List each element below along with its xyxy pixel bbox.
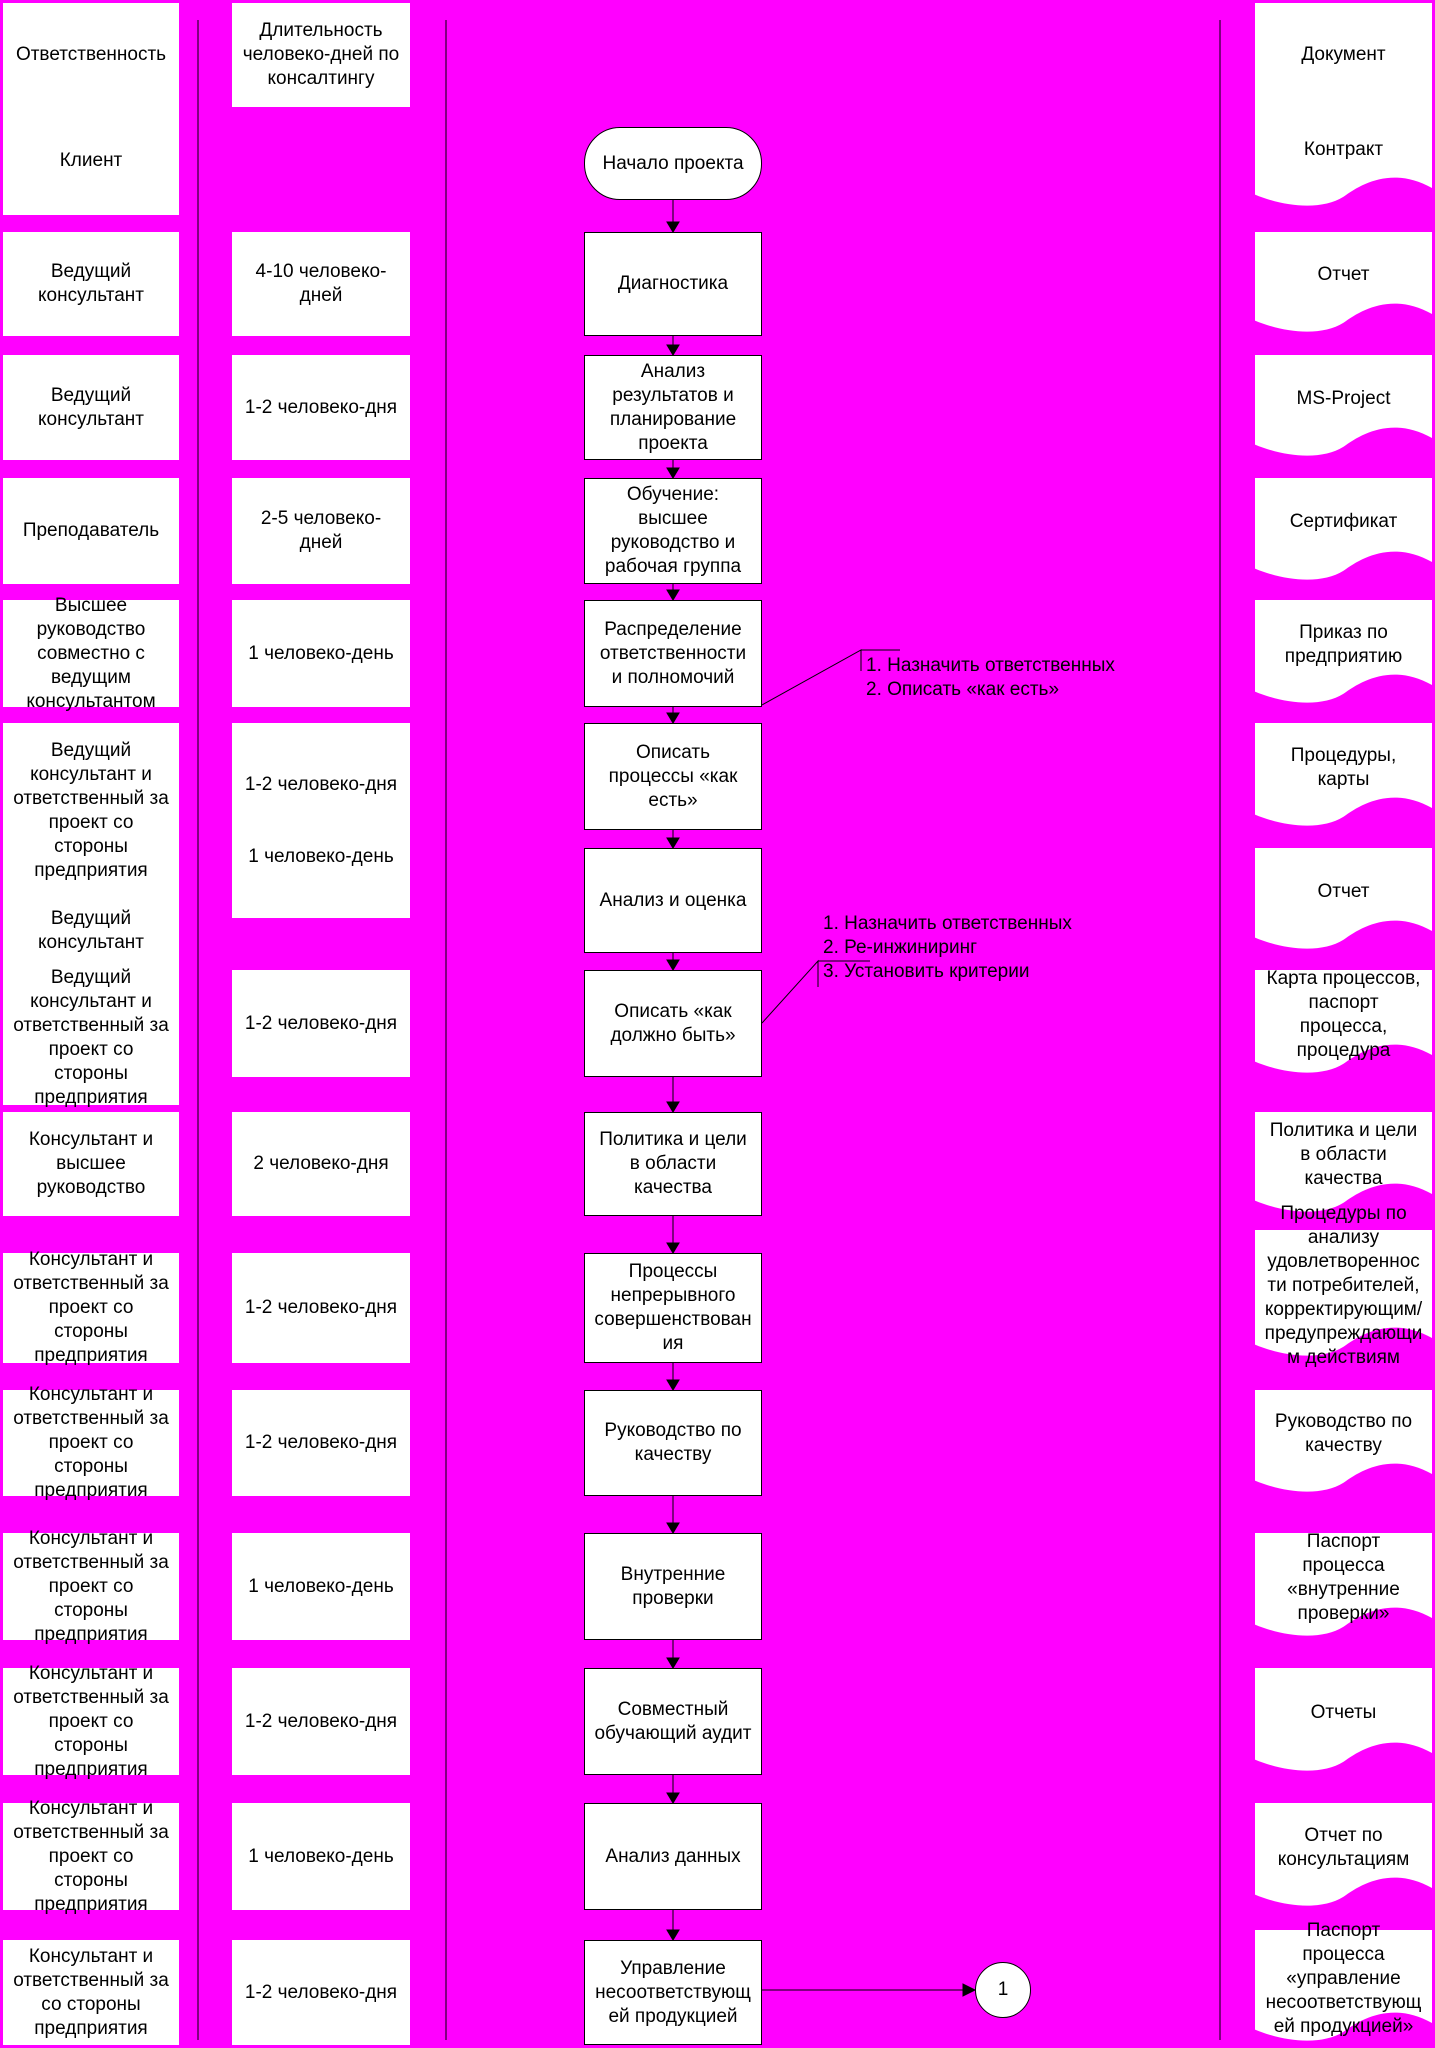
responsibility-cell bbox=[3, 594, 179, 712]
document-text bbox=[1255, 600, 1432, 689]
process-step-label: Анализ и оценка bbox=[599, 889, 747, 911]
duration-label: 1 человеко-день bbox=[248, 1845, 394, 1867]
duration-cell bbox=[232, 600, 410, 707]
process-step bbox=[584, 1112, 762, 1216]
responsibility-label: Консультант и ответственный за проект со стороны предприятия bbox=[13, 1527, 169, 1645]
document-label: Приказ по предприятию bbox=[1284, 621, 1403, 667]
flow-arrow-head bbox=[667, 1793, 679, 1803]
document-text bbox=[1255, 1803, 1432, 1892]
process-step-label: Распределение ответственности и полномочий bbox=[599, 618, 747, 688]
flow-arrow-head bbox=[667, 468, 679, 478]
document-label: Процедуры, карты bbox=[1290, 744, 1397, 790]
document-label: Сертификат bbox=[1289, 511, 1398, 532]
process-step-label: Руководство по качеству bbox=[604, 1420, 742, 1465]
document-shape bbox=[1255, 107, 1432, 210]
flow-arrow-head bbox=[667, 1102, 679, 1112]
flow-arrow-head bbox=[667, 590, 679, 600]
process-step bbox=[584, 723, 762, 830]
responsibility-label: Преподаватель bbox=[22, 520, 160, 541]
process-step-label: Описать процессы «как есть» bbox=[608, 741, 738, 811]
document-text bbox=[1255, 1203, 1432, 1368]
document-header-label: Документ bbox=[1301, 44, 1386, 65]
document-shape bbox=[1255, 232, 1432, 336]
note-as-is: 1. Назначить ответственных 2. Описать «как есть» bbox=[866, 655, 1115, 700]
duration-label: 4-10 человеко- дней bbox=[255, 261, 387, 306]
process-step bbox=[584, 355, 762, 460]
document-text bbox=[1255, 107, 1432, 192]
duration-cell bbox=[232, 232, 410, 336]
process-step-label: Обучение: высшее руководство и рабочая группа bbox=[604, 484, 742, 577]
document-shape bbox=[1255, 967, 1432, 1077]
responsibility-cell bbox=[3, 1527, 179, 1645]
process-step bbox=[584, 478, 762, 584]
responsibility-label: Консультант и ответственный за проект со стороны предприятия bbox=[13, 1384, 169, 1501]
duration-label: 1-2 человеко-дня bbox=[244, 396, 398, 418]
process-step-label: Процессы непрерывного совершенствован ия bbox=[594, 1261, 752, 1354]
document-text bbox=[1255, 478, 1432, 566]
document-text bbox=[1255, 967, 1432, 1061]
duration-cell bbox=[232, 1253, 410, 1363]
process-step bbox=[584, 1668, 762, 1775]
process-step-label: Анализ данных bbox=[605, 1845, 741, 1867]
duration-cell bbox=[232, 1533, 410, 1640]
responsibility-cell bbox=[3, 1112, 179, 1216]
responsibility-cell bbox=[3, 1249, 179, 1366]
responsibility-label: Ведущий консультант и ответственный за проект со стороны предприятия Ведущий консультант bbox=[13, 739, 169, 953]
duration-label: 1-2 человеко-дня bbox=[244, 1012, 398, 1034]
document-label: Карта процессов, паспорт процесса, процедура bbox=[1266, 967, 1421, 1061]
responsibility-cell bbox=[3, 1940, 179, 2045]
document-label: MS-Project bbox=[1296, 387, 1391, 409]
responsibility-cell bbox=[3, 1662, 179, 1780]
document-text bbox=[1255, 1530, 1432, 1624]
responsibility-label: Консультант и ответственный за проект со стороны предприятия bbox=[13, 1797, 169, 1915]
document-header bbox=[1255, 3, 1432, 107]
document-label: Отчеты bbox=[1310, 1701, 1377, 1723]
responsibility-cell bbox=[3, 478, 179, 584]
duration-label: 1-2 человеко-дня 1 человеко-день bbox=[244, 773, 398, 867]
document-label: Отчет bbox=[1317, 264, 1370, 285]
document-text bbox=[1255, 1668, 1432, 1757]
document-shape bbox=[1255, 848, 1432, 953]
process-step bbox=[584, 1533, 762, 1640]
process-step bbox=[584, 1803, 762, 1910]
process-step-label: Управление несоответствующ ей продукцией bbox=[595, 1957, 751, 2027]
responsibility-header-label: Ответственность bbox=[15, 44, 167, 65]
duration-label: 1 человеко-день bbox=[248, 642, 394, 664]
document-text bbox=[1255, 1390, 1432, 1478]
responsibility-label: Ведущий консультант bbox=[38, 384, 144, 430]
responsibility-header bbox=[3, 3, 179, 107]
responsibility-label: Консультант и ответственный за со стороны предприятия bbox=[13, 1945, 169, 2039]
document-text bbox=[1255, 848, 1432, 935]
note-to-be: 1. Назначить ответственных 2. Ре-инжиниринг 3. Установить критерии bbox=[823, 913, 1072, 982]
process-step bbox=[584, 1253, 762, 1363]
process-step bbox=[584, 1940, 762, 2045]
document-label: Паспорт процесса «внутренние проверки» bbox=[1287, 1530, 1400, 1624]
document-label: Отчет bbox=[1317, 880, 1370, 902]
duration-header bbox=[232, 3, 410, 107]
process-step bbox=[584, 970, 762, 1077]
flow-arrow-head bbox=[667, 713, 679, 723]
duration-cell bbox=[232, 723, 410, 918]
flow-arrow-head bbox=[667, 1930, 679, 1940]
process-step bbox=[584, 232, 762, 336]
duration-cell bbox=[232, 1668, 410, 1775]
connector-label: 1 bbox=[997, 1979, 1009, 2000]
document-shape bbox=[1255, 355, 1432, 460]
process-step-label: Диагностика bbox=[617, 273, 729, 294]
flow-arrow-head bbox=[667, 222, 679, 232]
duration-label: 2-5 человеко- дней bbox=[260, 508, 382, 553]
flow-arrow-head bbox=[667, 1243, 679, 1253]
document-label: Процедуры по анализу удовлетвореннос ти потребителей, корректирующим/ предупреждающи м действиям bbox=[1264, 1203, 1423, 1368]
process-step bbox=[584, 600, 762, 707]
start-terminal bbox=[584, 127, 762, 200]
duration-label: 2 человеко-дня bbox=[253, 1153, 389, 1174]
process-step-label: Политика и цели в области качества bbox=[599, 1129, 747, 1198]
document-label: Руководство по качеству bbox=[1274, 1411, 1413, 1456]
responsibility-cell bbox=[3, 1797, 179, 1915]
document-text bbox=[1255, 1112, 1432, 1198]
connector-circle bbox=[975, 1962, 1031, 2018]
responsibility-cell bbox=[3, 107, 179, 215]
start-label: Начало проекта bbox=[602, 152, 744, 174]
responsibility-cell bbox=[3, 1384, 179, 1501]
duration-cell bbox=[232, 1112, 410, 1216]
duration-label: 1-2 человеко-дня bbox=[244, 1710, 398, 1732]
document-text bbox=[1255, 723, 1432, 812]
document-shape bbox=[1255, 1203, 1432, 1368]
process-step-label: Описать «как должно быть» bbox=[610, 1000, 736, 1046]
flow-arrow-head bbox=[667, 960, 679, 970]
document-shape bbox=[1255, 1919, 1432, 2045]
flow-arrow-head bbox=[667, 1380, 679, 1390]
document-label: Политика и цели в области качества bbox=[1269, 1120, 1418, 1189]
responsibility-label: Консультант и ответственный за проект со стороны предприятия bbox=[13, 1249, 169, 1366]
duration-cell bbox=[232, 1940, 410, 2045]
responsibility-label: Высшее руководство совместно с ведущим консультантом bbox=[26, 594, 156, 712]
document-label: Паспорт процесса «управление несоответствующ ей продукцией» bbox=[1265, 1919, 1422, 2037]
responsibility-cell bbox=[3, 966, 179, 1108]
process-step bbox=[584, 848, 762, 953]
document-shape bbox=[1255, 1530, 1432, 1640]
flow-arrow-head bbox=[667, 1523, 679, 1533]
responsibility-label: Консультант и ответственный за проект со стороны предприятия bbox=[13, 1662, 169, 1780]
responsibility-cell bbox=[3, 355, 179, 460]
duration-cell bbox=[232, 1390, 410, 1496]
responsibility-cell bbox=[3, 723, 179, 970]
document-text bbox=[1255, 232, 1432, 318]
document-shape bbox=[1255, 478, 1432, 584]
duration-label: 1-2 человеко-дня bbox=[244, 1297, 398, 1318]
responsibility-label: Клиент bbox=[59, 150, 123, 171]
duration-cell bbox=[232, 1803, 410, 1910]
document-shape bbox=[1255, 723, 1432, 830]
process-step-label: Внутренние проверки bbox=[620, 1563, 726, 1609]
document-shape bbox=[1255, 1112, 1432, 1216]
document-shape bbox=[1255, 1668, 1432, 1775]
connector-arrow-head bbox=[963, 1984, 975, 1996]
duration-cell bbox=[232, 478, 410, 584]
process-step-label: Анализ результатов и планирование проекта bbox=[609, 360, 737, 454]
document-text bbox=[1255, 1919, 1432, 2037]
flow-arrow-head bbox=[667, 1658, 679, 1668]
process-step-label: Совместный обучающий аудит bbox=[594, 1698, 752, 1744]
document-label: Контракт bbox=[1303, 138, 1384, 160]
document-shape bbox=[1255, 1803, 1432, 1910]
document-text bbox=[1255, 355, 1432, 442]
document-label: Отчет по консультациям bbox=[1277, 1824, 1410, 1870]
process-step bbox=[584, 1390, 762, 1496]
responsibility-label: Консультант и высшее руководство bbox=[28, 1129, 154, 1198]
duration-header-label: Длительность человеко-дней по консалтингу bbox=[242, 20, 400, 89]
flow-arrow-head bbox=[667, 345, 679, 355]
duration-label: 1 человеко-день bbox=[248, 1575, 394, 1597]
flow-arrow-head bbox=[667, 838, 679, 848]
duration-cell bbox=[232, 355, 410, 460]
responsibility-cell bbox=[3, 232, 179, 336]
responsibility-label: Ведущий консультант bbox=[38, 261, 144, 306]
document-shape bbox=[1255, 600, 1432, 707]
duration-cell bbox=[232, 970, 410, 1077]
duration-label: 1-2 человеко-дня bbox=[244, 1981, 398, 2003]
responsibility-label: Ведущий консультант и ответственный за проект со стороны предприятия bbox=[13, 966, 169, 1108]
duration-label: 1-2 человеко-дня bbox=[244, 1432, 398, 1453]
document-shape bbox=[1255, 1390, 1432, 1496]
